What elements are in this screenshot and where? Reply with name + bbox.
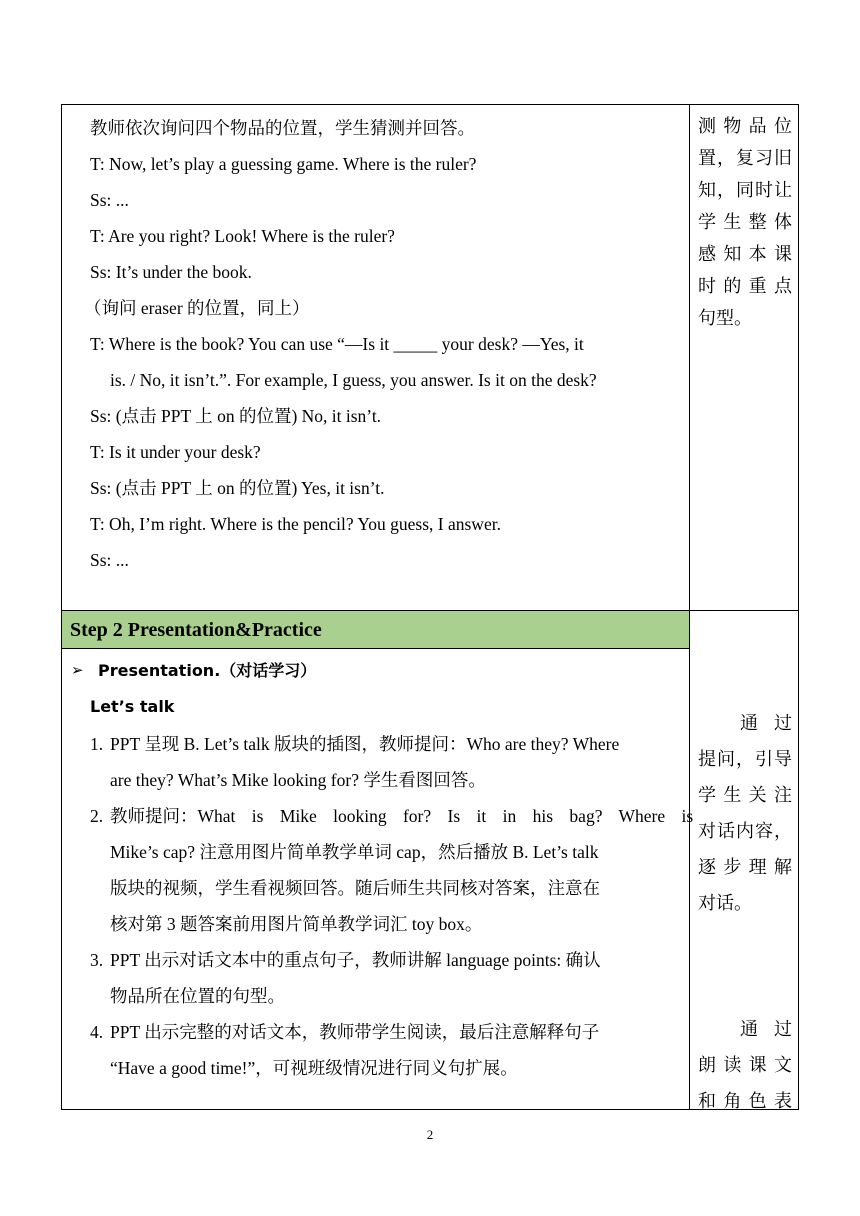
note-line: 对话。 — [698, 893, 752, 913]
column-divider — [689, 105, 690, 1109]
bullet-icon: ➢ — [71, 663, 84, 679]
item-line: PPT 出示对话文本中的重点句子，教师讲解 language points: 确认 — [110, 950, 601, 970]
procedure-line: （询问 eraser 的位置，同上） — [84, 298, 310, 318]
item-line: PPT 出示完整的对话文本，教师带学生阅读，最后注意解释句子 — [110, 1022, 600, 1042]
item-line: PPT 呈现 B. Let’s talk 版块的插图，教师提问：Who are they? Where — [110, 734, 620, 754]
lesson-table — [61, 104, 799, 1110]
procedure-line: Ss: (点击 PPT 上 on 的位置) Yes, it isn’t. — [90, 478, 385, 498]
note-line: 学生关注 — [698, 785, 792, 805]
procedure-line: T: Oh, I’m right. Where is the pencil? You guess, I answer. — [90, 514, 501, 534]
item-number: 3. — [90, 950, 104, 970]
procedure-line: T: Are you right? Look! Where is the ruler? — [90, 226, 395, 246]
subheading: Let’s talk — [90, 697, 175, 716]
note-line: 时的重点 — [698, 276, 792, 296]
procedure-line: is. / No, it isn’t.”. For example, I guess, you answer. Is it on the desk? — [110, 370, 597, 390]
procedure-line: T: Where is the book? You can use “—Is it _____ your desk? —Yes, it — [90, 334, 584, 354]
item-line: are they? What’s Mike looking for? 学生看图回答。 — [110, 770, 486, 790]
design-note — [698, 115, 792, 339]
procedure-line: Ss: It’s under the book. — [90, 262, 252, 282]
note-line: 置，复习旧 — [698, 148, 792, 168]
item-line: 物品所在位置的句型。 — [110, 986, 285, 1006]
procedure-line: T: Now, let’s play a guessing game. Where is the ruler? — [90, 154, 477, 174]
item-line: 核对第 3 题答案前用图片简单教学词汇 toy box。 — [110, 914, 483, 934]
procedure-line: T: Is it under your desk? — [90, 442, 261, 462]
step-header-divider — [62, 648, 689, 649]
note-line: 知，同时让 — [698, 180, 792, 200]
page-number: 2 — [426, 1127, 434, 1142]
note-line: 通过 — [740, 713, 792, 733]
item-number: 4. — [90, 1022, 104, 1042]
procedure-line: Ss: ... — [90, 550, 129, 570]
item-number: 2. — [90, 806, 104, 826]
procedure-line: Ss: ... — [90, 190, 129, 210]
note-line: 和角色表 — [698, 1091, 792, 1111]
note-line: 逐步理解 — [698, 857, 792, 877]
note-line: 句型。 — [698, 308, 752, 328]
item-number: 1. — [90, 734, 104, 754]
item-line: 版块的视频，学生看视频回答。随后师生共同核对答案，注意在 — [110, 878, 600, 898]
note-line: 感知本课 — [698, 244, 792, 264]
note-line: 对话内容， — [698, 821, 792, 841]
note-line: 测物品位 — [698, 116, 792, 136]
note-line: 通过 — [740, 1019, 792, 1039]
presentation-heading: Presentation.（对话学习） — [98, 661, 317, 680]
design-note — [698, 1018, 792, 1126]
step-header-bar — [62, 611, 689, 648]
note-line: 学生整体 — [698, 212, 792, 232]
step-title: Step 2 Presentation&Practice — [70, 619, 322, 641]
design-note — [698, 712, 792, 928]
note-line: 朗读课文 — [698, 1055, 792, 1075]
item-line: Mike’s cap? 注意用图片简单教学单词 cap，然后播放 B. Let’s talk — [110, 842, 599, 862]
procedure-line: 教师依次询问四个物品的位置，学生猜测并回答。 — [90, 118, 475, 138]
item-line: 教师提问：What is Mike looking for? Is it in his bag? Where is — [110, 806, 694, 826]
note-line: 提问，引导 — [698, 749, 792, 769]
item-line: “Have a good time!”，可视班级情况进行同义句扩展。 — [110, 1058, 518, 1078]
procedure-line: Ss: (点击 PPT 上 on 的位置) No, it isn’t. — [90, 406, 382, 426]
